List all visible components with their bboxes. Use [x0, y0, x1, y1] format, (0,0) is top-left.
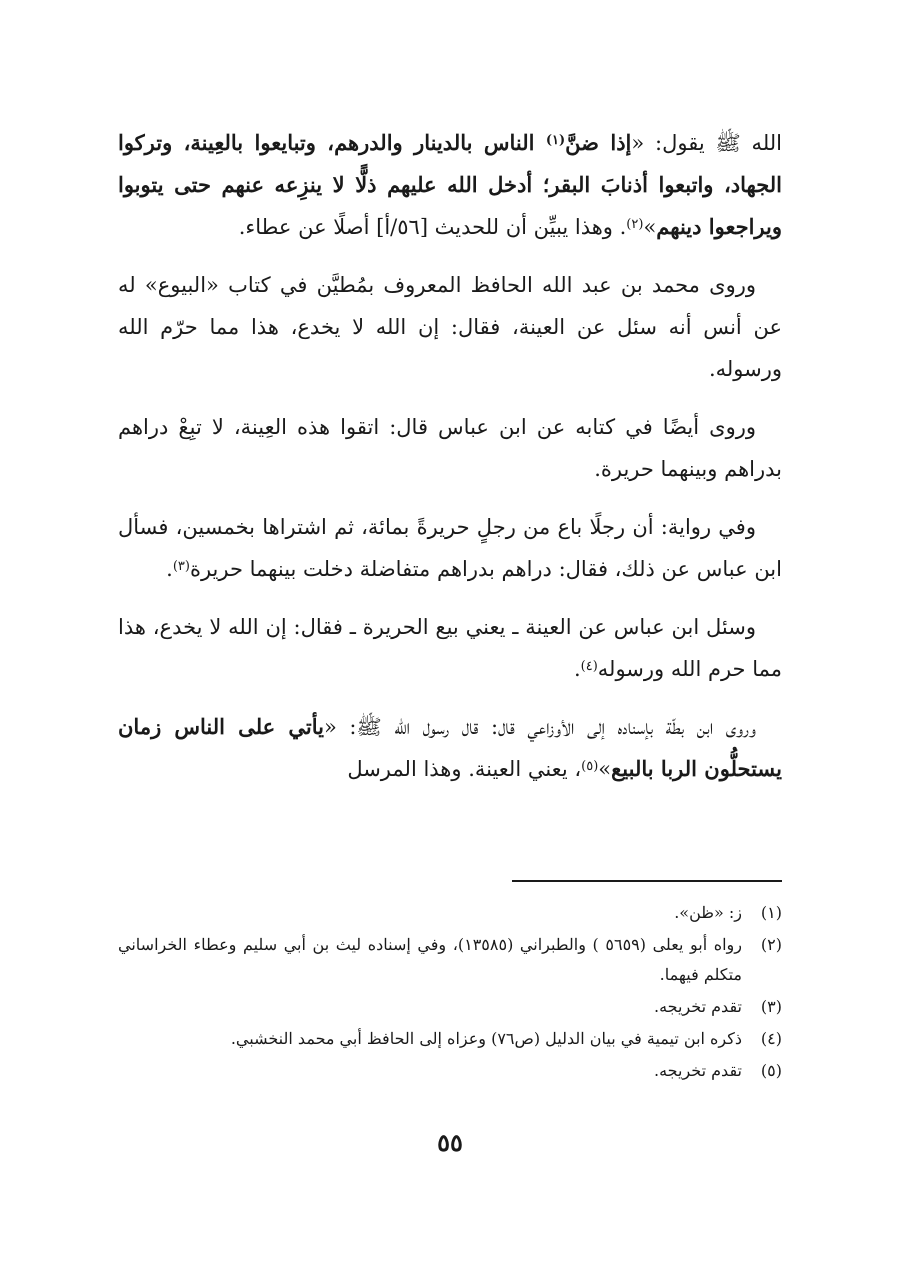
hadith-text: إذا ضنَّ$^{(١)}$ الناس بالدينار والدرهم، وتبايعوا بالعِينة، وتركوا الجهاد، واتبعوا أذنابَ البقر؛ أدخل الله عليهم ذلًّا لا ينزِعه عنهم حتى يتوبوا ويراجعوا دينهم	[118, 130, 782, 239]
footnote-text: ذكره ابن تيمية في بيان الدليل (ص٧٦) وعزاه إلى الحافظ أبي محمد النخشبي.	[230, 1029, 742, 1048]
footnote-number: (٣)	[760, 997, 782, 1016]
paragraph-6: وروى ابن بطّة بإسناده إلى الأوزاعي قال: قال رسول الله ﷺ: «يأتي على الناس زمان يستحلُّون الربا بالبيع»$^{(٥)}$، يعني العينة. وهذا المرسل	[118, 714, 782, 781]
paragraph-4: وفي رواية: أن رجلًا باع من رجلٍ حريرةً بمائة، ثم اشتراها بخمسين، فسأل ابن عباس عن ذلك، فقال: دراهم بدراهم متفاضلة دخلت بينهما حريرة$^{(٣)}$.	[118, 515, 782, 581]
footnote-ref: (١)	[545, 133, 566, 148]
page-number: ٥٥	[437, 1128, 463, 1157]
footnote-ref: (٤)	[580, 659, 598, 674]
footnote-item	[118, 1024, 782, 1054]
footnote-number: (٥)	[760, 1061, 782, 1080]
footnote-item	[118, 992, 782, 1022]
footnote-ref: (٣)	[172, 559, 190, 574]
paragraph-1: الله ﷺ يقول: «إذا ضنَّ$^{(١)}$ الناس بالدينار والدرهم، وتبايعوا بالعِينة، وتركوا الجهاد، واتبعوا أذنابَ البقر؛ أدخل الله عليهم ذلًّا لا ينزِعه عنهم حتى يتوبوا ويراجعوا دينهم»$^{(٢)}$. وهذا يبيِّن أن للحديث [٥٦/أ] أصلًا عن عطاء.	[118, 130, 782, 239]
hadith-text: يأتي على الناس زمان يستحلُّون الربا بالبيع	[118, 714, 782, 781]
footnote-divider	[512, 880, 782, 882]
main-text	[118, 122, 782, 806]
footnotes	[118, 898, 782, 1088]
footnote-number: (٤)	[760, 1029, 782, 1048]
footnote-text: ز: «ظن».	[674, 903, 742, 922]
footnote-number: (١)	[760, 903, 782, 922]
paragraph-2: وروى محمد بن عبد الله الحافظ المعروف بمُطيَّن في كتاب «البيوع» له عن أنس أنه سئل عن العينة، فقال: إن الله لا يخدع، هذا مما حرّم الله ورسوله.	[118, 273, 782, 381]
footnote-item	[118, 898, 782, 928]
paragraph-5: وسئل ابن عباس عن العينة ـ يعني بيع الحريرة ـ فقال: إن الله لا يخدع، هذا مما حرم الله ورسوله$^{(٤)}$.	[118, 615, 782, 681]
footnote-item	[118, 930, 782, 990]
footnote-item	[118, 1056, 782, 1086]
footnote-ref: (٥)	[581, 759, 599, 774]
footnote-text: تقدم تخريجه.	[654, 1061, 742, 1080]
paragraph-3: وروى أيضًا في كتابه عن ابن عباس قال: اتقوا هذه العِينة، لا تبِعْ دراهم بدراهم وبينهما حريرة.	[118, 415, 782, 481]
footnote-text: رواه أبو يعلى (٥٦٥٩ ) والطبراني (١٣٥٨٥)، وفي إسناده ليث بن أبي سليم وعطاء الخراساني متكلم فيهما.	[118, 935, 743, 984]
footnote-number: (٢)	[760, 935, 782, 954]
footnote-text: تقدم تخريجه.	[654, 997, 742, 1016]
footnote-ref: (٢)	[626, 217, 644, 232]
